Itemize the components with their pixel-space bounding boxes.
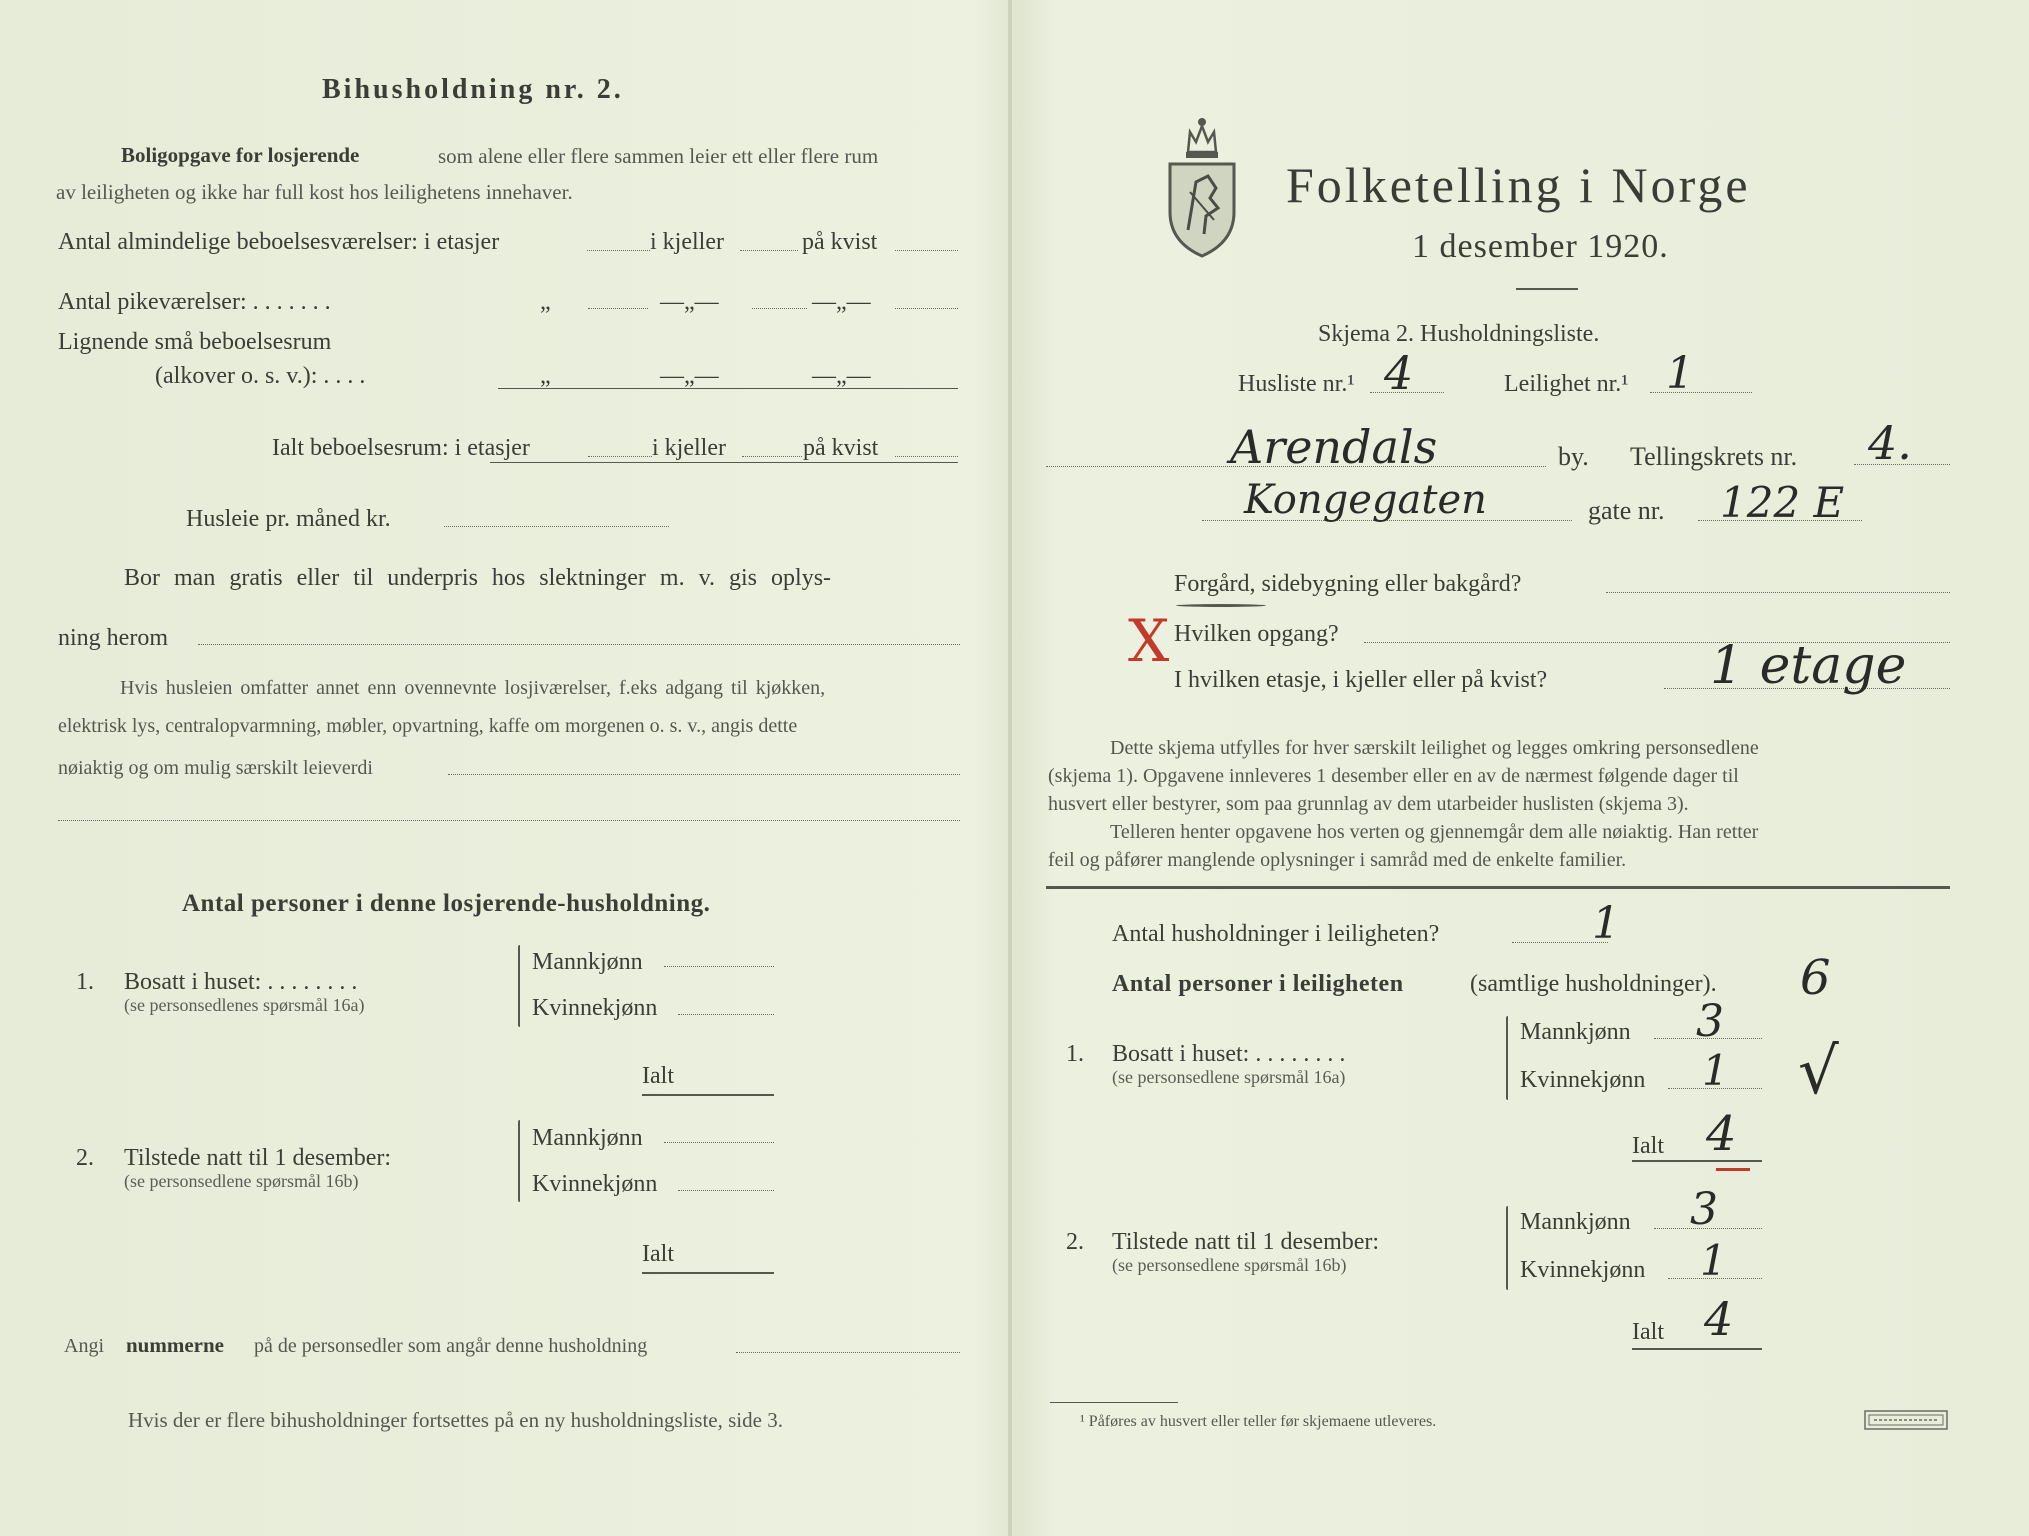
page-fold — [1008, 0, 1012, 1536]
persons-title: Antal personer i denne losjerende-husholdning. — [182, 890, 711, 917]
by-label: by. — [1558, 442, 1589, 471]
tilstede-label: Tilstede natt til 1 desember: — [124, 1145, 392, 1171]
mann-label: Mannkjønn — [1520, 1019, 1631, 1045]
bosatt-ialt-value: 4 — [1706, 1106, 1737, 1162]
opgang-question: Hvilken opgang? — [1174, 621, 1339, 647]
gate-label: gate nr. — [1588, 496, 1665, 525]
krets-label: Tellingskrets nr. — [1630, 442, 1798, 471]
bosatt-mann-value: 3 — [1696, 996, 1724, 1047]
rooms-label: Antal almindelige beboelsesværelser: i etasjer — [58, 229, 500, 255]
footnote: ¹ Påføres av husvert eller teller før skjemaene utleveres. — [1080, 1413, 1437, 1430]
hush-value: 1 — [1592, 898, 1620, 949]
red-x-mark: X — [1128, 607, 1170, 675]
lignende-label-1: Lignende små beboelsesrum — [58, 329, 332, 355]
ialt-rooms-label: Ialt beboelsesrum: i etasjer — [272, 435, 530, 461]
ditto-mark: —„— — [660, 289, 719, 315]
item-number: 2. — [1066, 1229, 1084, 1255]
ditto-mark: —„— — [812, 363, 871, 389]
ditto-mark: —„— — [660, 363, 719, 389]
angi-bold: nummerne — [126, 1333, 224, 1357]
ditto-mark: „ — [540, 363, 551, 389]
angi-pre: Angi — [64, 1335, 104, 1357]
intro-line2: av leiligheten og ikke har full kost hos leilighetens innehaver. — [56, 180, 573, 204]
hush-label: Antal husholdninger i leiligheten? — [1112, 921, 1440, 947]
lignende-label-2: (alkover o. s. v.): . . . . — [155, 363, 366, 389]
pers-value: 6 — [1800, 950, 1831, 1006]
mann-label: Mannkjønn — [532, 949, 643, 975]
bosatt-ref: (se personsedlenes spørsmål 16a) — [124, 995, 365, 1015]
item-number: 1. — [1066, 1041, 1084, 1067]
info-line-2: (skjema 1). Opgavene innleveres 1 desember eller en av de nærmest følgende dager til — [1048, 765, 1739, 787]
gate-nr-value: 122 E — [1720, 478, 1845, 527]
ialt-kvist: på kvist — [803, 435, 879, 461]
kvinne-label: Kvinnekjønn — [1520, 1257, 1646, 1283]
tilstede-mann-value: 3 — [1690, 1184, 1718, 1235]
coat-of-arms-icon — [1160, 112, 1244, 258]
kvinne-label: Kvinnekjønn — [532, 1171, 658, 1197]
printer-stamp-icon — [1864, 1410, 1948, 1430]
husliste-label: Husliste nr.¹ — [1238, 371, 1355, 397]
kvinne-label: Kvinnekjønn — [532, 995, 658, 1021]
rooms-kvist: på kvist — [802, 229, 878, 255]
intro-rest: som alene eller flere sammen leier ett eller flere rum — [438, 144, 879, 168]
tilstede-ialt-value: 4 — [1704, 1292, 1734, 1346]
by-value: Arendals — [1230, 420, 1438, 474]
gratis-line-2: ning herom — [58, 625, 168, 651]
red-underline — [1716, 1168, 1750, 1171]
forgaard-question: Forgård, sidebygning eller bakgård? — [1174, 571, 1522, 597]
husliste-value: 4 — [1384, 346, 1414, 400]
left-footer: Hvis der er flere bihusholdninger fortsettes på en ny husholdningsliste, side 3. — [128, 1408, 783, 1432]
etasje-question: I hvilken etasje, i kjeller eller på kvist? — [1174, 667, 1548, 693]
tilstede-ref: (se personsedlene spørsmål 16b) — [1112, 1255, 1347, 1275]
section-divider — [1046, 886, 1950, 889]
rooms-kjeller: i kjeller — [650, 229, 724, 255]
ialt-label: Ialt — [1632, 1319, 1664, 1345]
bosatt-ref: (se personsedlene spørsmål 16a) — [1112, 1067, 1346, 1087]
pers-bold: Antal personer i leiligheten — [1112, 971, 1404, 997]
item-number: 1. — [76, 969, 94, 995]
gate-value: Kongegaten — [1244, 477, 1487, 523]
mann-label: Mannkjønn — [532, 1125, 643, 1151]
hvis-line-3: nøiaktig og om mulig særskilt leieverdi — [58, 757, 373, 779]
ialt-label: Ialt — [642, 1241, 674, 1267]
left-title: Bihusholdning nr. 2. — [322, 74, 624, 105]
check-mark: √ — [1798, 1035, 1839, 1109]
hvis-line-2: elektrisk lys, centralopvarmning, møbler, opvartning, kaffe om morgenen o. s. v., angis dette — [58, 715, 798, 737]
bosatt-kvinne-value: 1 — [1702, 1046, 1729, 1095]
bosatt-label: Bosatt i huset: . . . . . . . . — [1112, 1041, 1346, 1067]
intro-bold: Boligopgave for losjerende — [121, 143, 360, 167]
ialt-label: Ialt — [1632, 1133, 1664, 1159]
info-line-5: feil og påfører manglende oplysninger i samråd med de enkelte familier. — [1048, 849, 1627, 871]
ialt-kjeller: i kjeller — [652, 435, 726, 461]
info-line-4: Telleren henter opgavene hos verten og gjennemgår dem alle nøiaktig. Han retter — [1110, 821, 1759, 843]
angi-rest: på de personsedler som angår denne husholdning — [254, 1335, 648, 1357]
kvinne-label: Kvinnekjønn — [1520, 1067, 1646, 1093]
info-line-3: husvert eller bestyrer, som paa grunnlag av dem utarbeider huslisten (skjema 3). — [1048, 793, 1689, 815]
ialt-label: Ialt — [642, 1063, 674, 1089]
right-title: Folketelling i Norge — [1286, 157, 1751, 213]
mann-label: Mannkjønn — [1520, 1209, 1631, 1235]
ditto-mark: „ — [540, 289, 551, 315]
gratis-line-1: Bor man gratis eller til underpris hos slektninger m. v. gis oplys- — [124, 565, 832, 591]
hvis-line-1: Hvis husleien omfatter annet enn ovennevnte losjiværelser, f.eks adgang til kjøkken, — [120, 677, 826, 699]
leilighet-label: Leilighet nr.¹ — [1504, 371, 1629, 397]
census-date: 1 desember 1920. — [1412, 228, 1669, 265]
tilstede-kvinne-value: 1 — [1700, 1236, 1727, 1285]
ditto-mark: —„— — [812, 289, 871, 315]
leilighet-value: 1 — [1666, 348, 1694, 399]
tilstede-ref: (se personsedlene spørsmål 16b) — [124, 1171, 359, 1191]
pike-label: Antal pikeværelser: . . . . . . . — [58, 289, 331, 315]
etasje-value: 1 etage — [1710, 636, 1907, 696]
krets-value: 4. — [1868, 416, 1912, 470]
schema-label: Skjema 2. Husholdningsliste. — [1318, 321, 1600, 347]
tilstede-label: Tilstede natt til 1 desember: — [1112, 1229, 1380, 1255]
pers-rest: (samtlige husholdninger). — [1470, 971, 1717, 997]
info-line-1: Dette skjema utfylles for hver særskilt leilighet og legges omkring personsedlene — [1110, 737, 1759, 759]
husleie-label: Husleie pr. måned kr. — [186, 506, 391, 532]
item-number: 2. — [76, 1145, 94, 1171]
bosatt-label: Bosatt i huset: . . . . . . . . — [124, 969, 358, 995]
